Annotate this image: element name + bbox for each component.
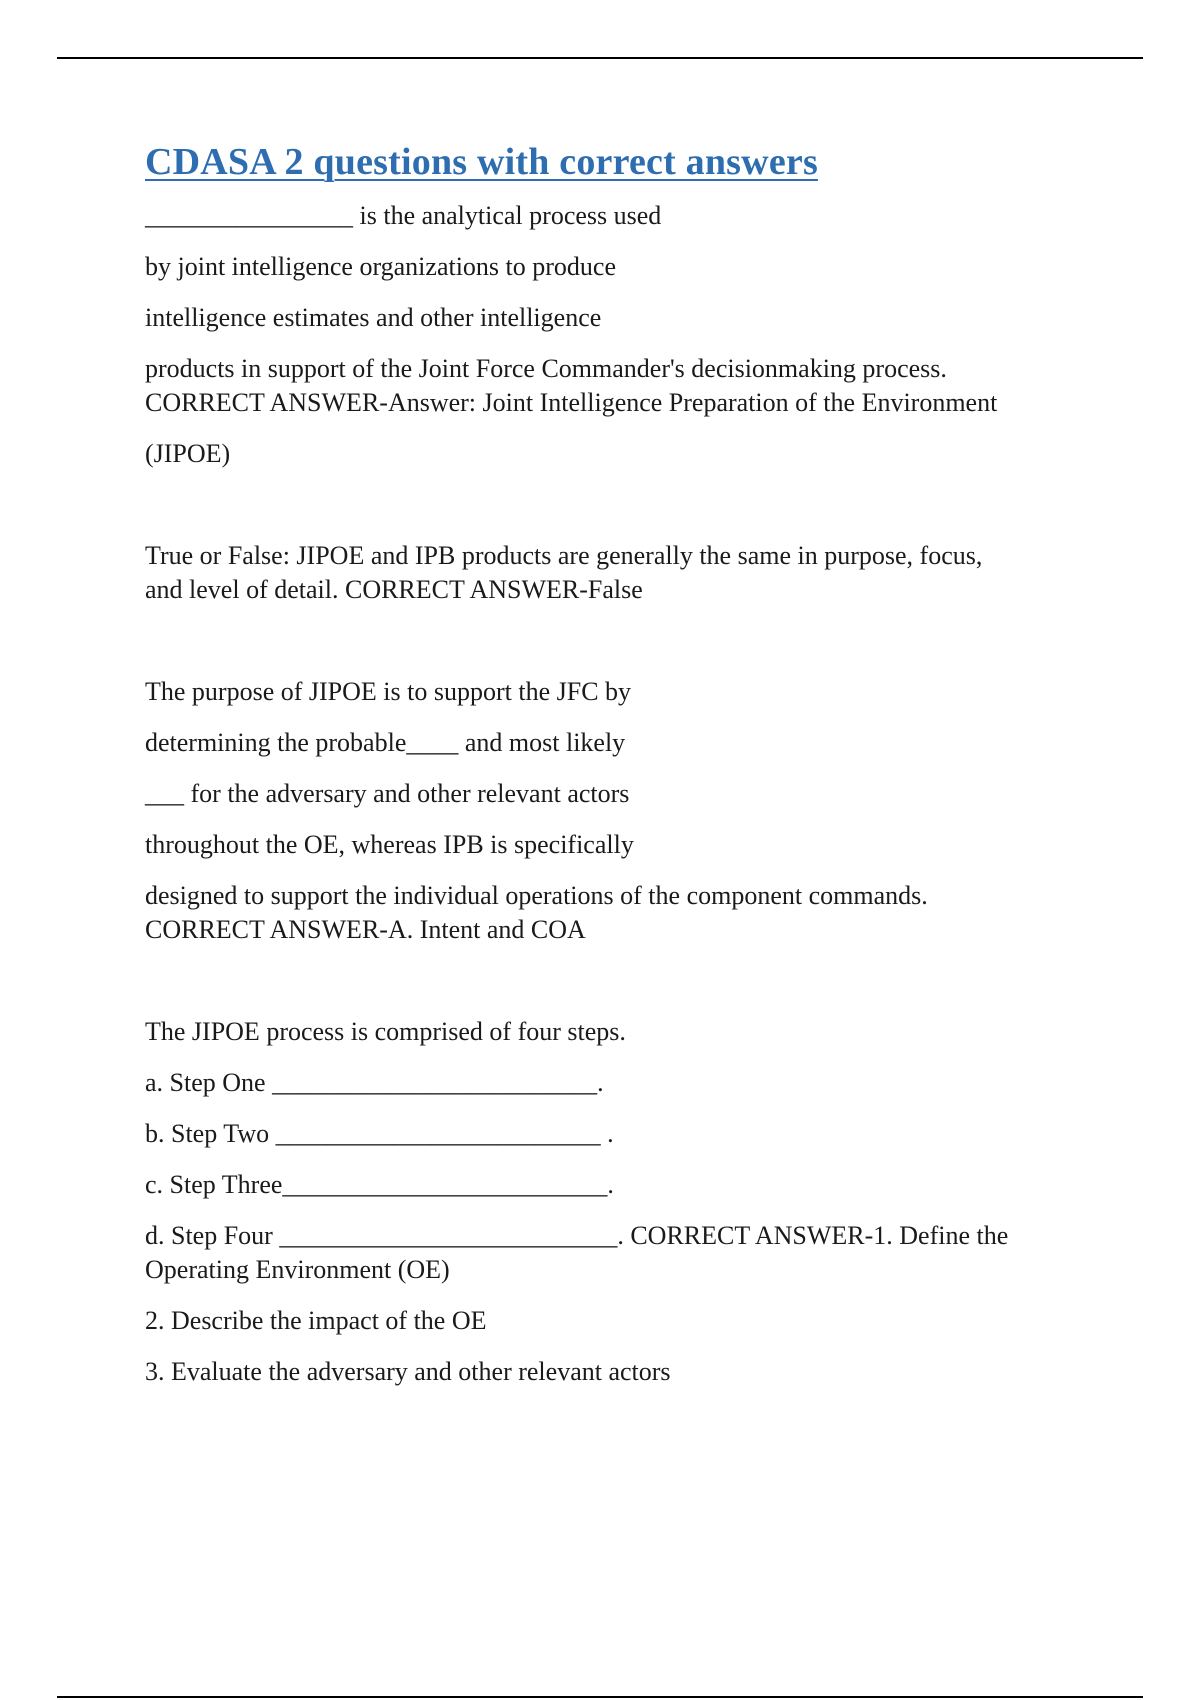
question-4-step-three: c. Step Three_________________________. xyxy=(145,1169,614,1199)
question-1-line-4: products in support of the Joint Force Commander's decisionmaking process. xyxy=(145,353,947,383)
question-2-answer: and level of detail. CORRECT ANSWER-False xyxy=(145,574,643,604)
spacer xyxy=(145,488,1105,539)
bottom-rule xyxy=(57,1696,1143,1698)
question-3-answer: CORRECT ANSWER-A. Intent and COA xyxy=(145,914,586,944)
question-3-line-2: determining the probable____ and most likely xyxy=(145,727,626,757)
question-1-line-3: intelligence estimates and other intelligence xyxy=(145,302,602,332)
question-4-step-two: b. Step Two _________________________ . xyxy=(145,1118,614,1148)
question-1-answer-cont: (JIPOE) xyxy=(145,438,231,468)
question-1-answer: CORRECT ANSWER-Answer: Joint Intelligence Preparation of the Environment xyxy=(145,387,998,417)
question-4-answer-1: Operating Environment (OE) xyxy=(145,1254,450,1284)
top-rule xyxy=(57,57,1143,59)
question-4-answer-3: 3. Evaluate the adversary and other relevant actors xyxy=(145,1356,671,1386)
question-2-line-1: True or False: JIPOE and IPB products are generally the same in purpose, focus, xyxy=(145,540,983,570)
question-3-line-4: throughout the OE, whereas IPB is specifically xyxy=(145,829,634,859)
question-2 xyxy=(145,539,1105,607)
question-1-line-2: by joint intelligence organizations to produce xyxy=(145,251,617,281)
spacer xyxy=(145,624,1105,675)
document-body xyxy=(145,140,1105,1406)
question-4 xyxy=(145,1015,1105,1389)
question-4-step-one: a. Step One _________________________. xyxy=(145,1067,604,1097)
document-title: CDASA 2 questions with correct answers xyxy=(145,141,818,183)
question-4-line-1: The JIPOE process is comprised of four steps. xyxy=(145,1016,626,1046)
question-3 xyxy=(145,675,1105,947)
question-3-line-5: designed to support the individual operations of the component commands. xyxy=(145,880,928,910)
question-1 xyxy=(145,199,1105,471)
question-4-step-four: d. Step Four __________________________. CORRECT ANSWER-1. Define the xyxy=(145,1220,1009,1250)
spacer xyxy=(145,964,1105,1015)
question-3-line-3: ___ for the adversary and other relevant actors xyxy=(145,778,630,808)
question-1-line-1: ________________ is the analytical process used xyxy=(145,200,662,230)
question-4-answer-2: 2. Describe the impact of the OE xyxy=(145,1305,487,1335)
question-3-line-1: The purpose of JIPOE is to support the JFC by xyxy=(145,676,632,706)
